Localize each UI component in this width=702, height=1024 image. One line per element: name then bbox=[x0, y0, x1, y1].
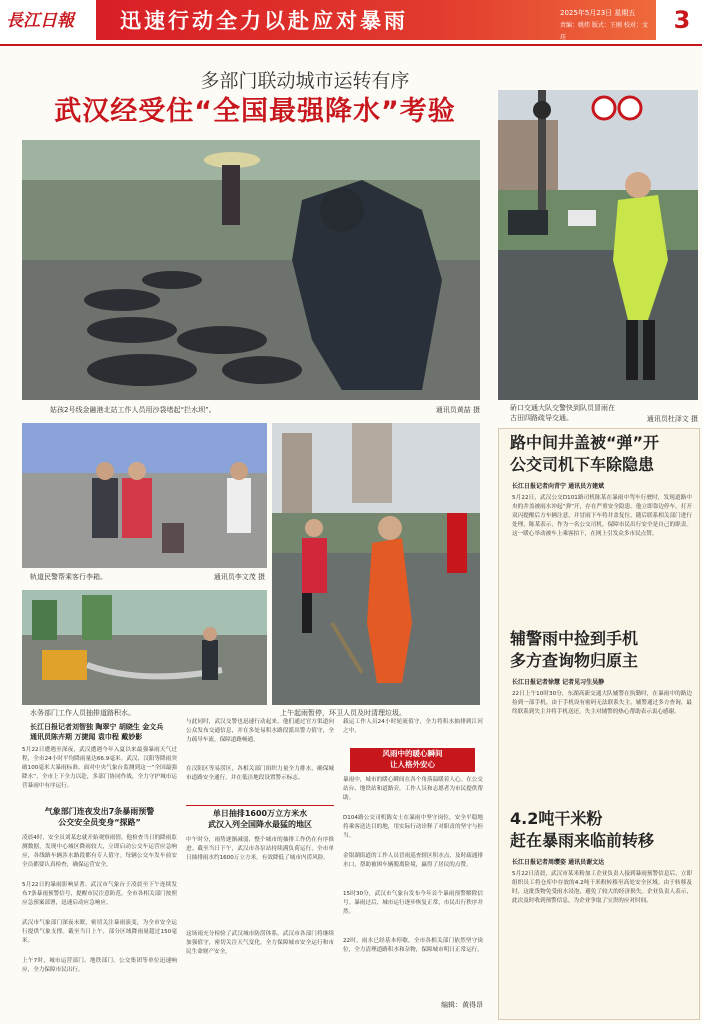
main-story-para3: 5月22日的暴雨影响显著。武汉市气象台于凌晨至下午连续发布7条暴雨预警信号，提醒市民注意防范。全市各相关部门按照应急预案部署，迅速启动应急响应。 bbox=[22, 882, 177, 906]
photo-sandbags-caption: 姑孩2号线金融港北站工作人员用沙袋堵起“拦水坝”。 bbox=[50, 406, 216, 414]
story-phone-body: 22日上午10时30分，东湖高新交通大队辅警在执勤时，在暴雨中的路边捡到一部手机。由于手机设有密码无法联系失主，辅警通过多方查询，最终联系到失主并将手机送还。失主对辅警的热心帮助表示衷心感谢。 bbox=[512, 691, 692, 715]
photo-metro-staff bbox=[22, 423, 267, 568]
banner-title: 迅速行动全力以赴应对暴雨 bbox=[120, 9, 408, 33]
main-story-para4: 武汉市气象部门深夜未眠，密切关注暴雨演变，为全市安全运行提供气象支撑。截至当日上午，部分区域降雨量超过150毫米。 bbox=[22, 920, 177, 944]
photo-water-pumping-illustration bbox=[22, 590, 267, 705]
photo-sanitation-workers bbox=[272, 423, 480, 705]
col3-para3: D104路公交司机陈女士在暴雨中坚守岗位，安全平稳地将乘客送达目的地，用实际行动诠释了对职责的坚守与担当。 bbox=[343, 815, 483, 839]
story-ricenoodle-byline: 长江日报记者周缨姿 通讯员谢文达 bbox=[512, 859, 605, 866]
photo-metro-staff-credit: 通讯员李文茂 摄 bbox=[213, 573, 265, 581]
main-story-para2: 凌晨4时，安全员刘某忠就开始观察雨情。他检查当日的降雨监测数据，发现中心城区降雨较大，立即启动公交车运营应急响应，各线路车辆涉水路段都有专人值守。每辆公交车发车前安全员都要认真检查，确保运营安全。 bbox=[22, 835, 177, 868]
photo-sandbags-illustration bbox=[22, 140, 480, 400]
col3-para6: 22时，雨水已经基本停歇，全市各相关部门依然坚守岗位，全力清理道路积水和杂物，保障城市明日正常运行。 bbox=[343, 938, 483, 953]
page-number: 3 bbox=[673, 6, 691, 34]
story-phone-title: 辅警雨中捡到手机 多方查询物归原主 bbox=[510, 629, 639, 670]
page-editor: 编辑：黄得昂 bbox=[441, 1001, 483, 1009]
story-ricenoodle-title: 4.2吨干米粉 赶在暴雨来临前转移 bbox=[510, 809, 655, 850]
col2-divider bbox=[186, 805, 334, 806]
story-manhole-body: 5月22日，武汉公交D101路司机陈某在暴雨中驾车行驶时，发现道路中央的井盖被雨水冲起“弹”开，存在严重安全隐患。他立即靠边停车，打开双闪提醒后方车辆注意，并冒雨下车将井盖复位，随后联系相关部门进行处理。陈某表示，作为一名公交司机，保障市民出行安全是自己的职责。这一暖心举动被车上乘客拍下，在网上引发众多市民点赞。 bbox=[512, 495, 692, 537]
issue-date: 2025年5月23日 星期五 bbox=[560, 9, 636, 17]
photo-sanitation-workers-caption: 上午起雨暂停，环卫人员及时清理垃圾。 bbox=[280, 709, 406, 717]
story-phone-byline: 长江日报记者徐慧 记者见习生吴静 bbox=[512, 679, 605, 686]
photo-sandbags bbox=[22, 140, 480, 400]
col2-para3: 中午时分，雨势逐渐减弱，整个城市的抽排工作仍在有序推进。截至当日下午，武汉市各泵站持续满负荷运行，全市单日抽排雨水约1600万立方米，有效降低了城市内涝风险。 bbox=[186, 837, 334, 861]
main-story-byline: 长江日报记者刘智独 陶翠宁 胡晓生 金文兵 通讯员陈卉期 万捷闻 袁巾程 戴妙影 bbox=[30, 723, 164, 741]
story-ricenoodle-body: 5月22日清晨，武汉市某米粉加工企业负责人接到暴雨预警信息后，立即组织员工将仓库中存放的4.2吨干米粉转移至高处安全区域。由于转移及时，这批货物免受雨水浸泡，避免了较大的经济损失。企业负责人表示，此次及时收到预警信息，为企业争取了宝贵的应对时间。 bbox=[512, 871, 692, 904]
photo-metro-staff-illustration bbox=[22, 423, 267, 568]
headline-title: 武汉经受住“全国最强降水”考验 bbox=[54, 96, 456, 127]
photo-water-pumping bbox=[22, 590, 267, 705]
section-heading-weather: 气象部门连夜发出7条暴雨预警 公交安全员变身“探路” bbox=[44, 807, 155, 827]
headline-subtitle: 多部门联动城市运转有序 bbox=[200, 70, 410, 92]
col2-para1: 与此同时，武汉交警也迅速行动起来，他们通过官方渠道向公众发布交通信息，并在多处易积水路段派出警力值守，全力疏导车流，保障道路畅通。 bbox=[186, 719, 334, 743]
photo-traffic-police-credit: 通讯员杜泽文 摄 bbox=[646, 415, 698, 423]
col2-para4: 这场雨充分检验了武汉城市防涝体系。武汉市各部门将继续加强值守，密切关注天气变化，全力保障城市安全运行和市民生命财产安全。 bbox=[186, 931, 334, 955]
photo-traffic-police bbox=[498, 90, 698, 400]
story-manhole-title: 路中间井盖被“弹”开 公交司机下车除隐患 bbox=[510, 433, 660, 474]
col3-para1: 载运工作人员24小时轮流值守，全力将积水抽排到江河之中。 bbox=[343, 719, 483, 734]
photo-metro-staff-caption: 轨道民警帮乘客行李箱。 bbox=[30, 573, 107, 581]
story-manhole-byline: 长江日报记者向青宁 通讯员方建斌 bbox=[512, 483, 605, 490]
photo-water-pumping-caption: 水务部门工作人员抽排道路积水。 bbox=[30, 709, 135, 717]
photo-traffic-police-illustration bbox=[498, 90, 698, 400]
editor-credits: 责编：姚炜 版式：王刚 校对：文珏 bbox=[560, 22, 648, 41]
photo-sanitation-workers-illustration bbox=[272, 423, 480, 705]
main-story-para5: 上午7时，城市运营部门、地铁部门、公交集团等单位迅速响应，全力保障市民出行。 bbox=[22, 958, 177, 973]
newspaper-logo: 長江日報 bbox=[6, 11, 74, 31]
section-heading-pumping: 单日抽排1600万立方米水 武汉入列全国降水最猛的地区 bbox=[208, 809, 312, 829]
col2-para2: 在汉阳区等易涝区，各相关部门组织力量全力排水，确保城市道路安全通行，并在低洼地段设置警示标志。 bbox=[186, 766, 334, 781]
box-heading-warm-moments: 风雨中的暖心瞬间 让人格外安心 bbox=[350, 748, 475, 772]
col3-para2: 暴雨中，城市的暖心瞬间在各个角落温暖着人心。在公交站台、地铁站和道路旁，工作人员和志愿者为市民提供帮助。 bbox=[343, 777, 483, 801]
col3-para4: 金银湖街道的工作人员冒雨巡查辖区积水点，及时疏通排水口，帮助被困车辆脱离险境，赢得了居民的点赞。 bbox=[343, 853, 483, 868]
col3-para5: 15时30分，武汉市气象台发布今年首个暴雨预警解除信号。暴雨过后，城市运行逐步恢复正常，市民出行秩序井然。 bbox=[343, 891, 483, 915]
photo-sandbags-credit: 通讯员黄喆 摄 bbox=[435, 406, 480, 414]
photo-traffic-police-caption: 硚口交通大队交警快到队员冒雨在古田四路疏导交通。 bbox=[510, 404, 615, 422]
main-story-para1: 5月22日遭遇至深夜，武汉遭遇今年入夏以来最强暴雨天气过程，全市24小时平均降雨量达66.9毫米。武汉、汉阳等降雨突破100毫米大暴雨标准。面对中央气象台监测到这一“全国最强降水”，全市上下全力以赴，多部门协同作战，全力守护城市运营暴雨中有序运行。 bbox=[22, 747, 177, 789]
